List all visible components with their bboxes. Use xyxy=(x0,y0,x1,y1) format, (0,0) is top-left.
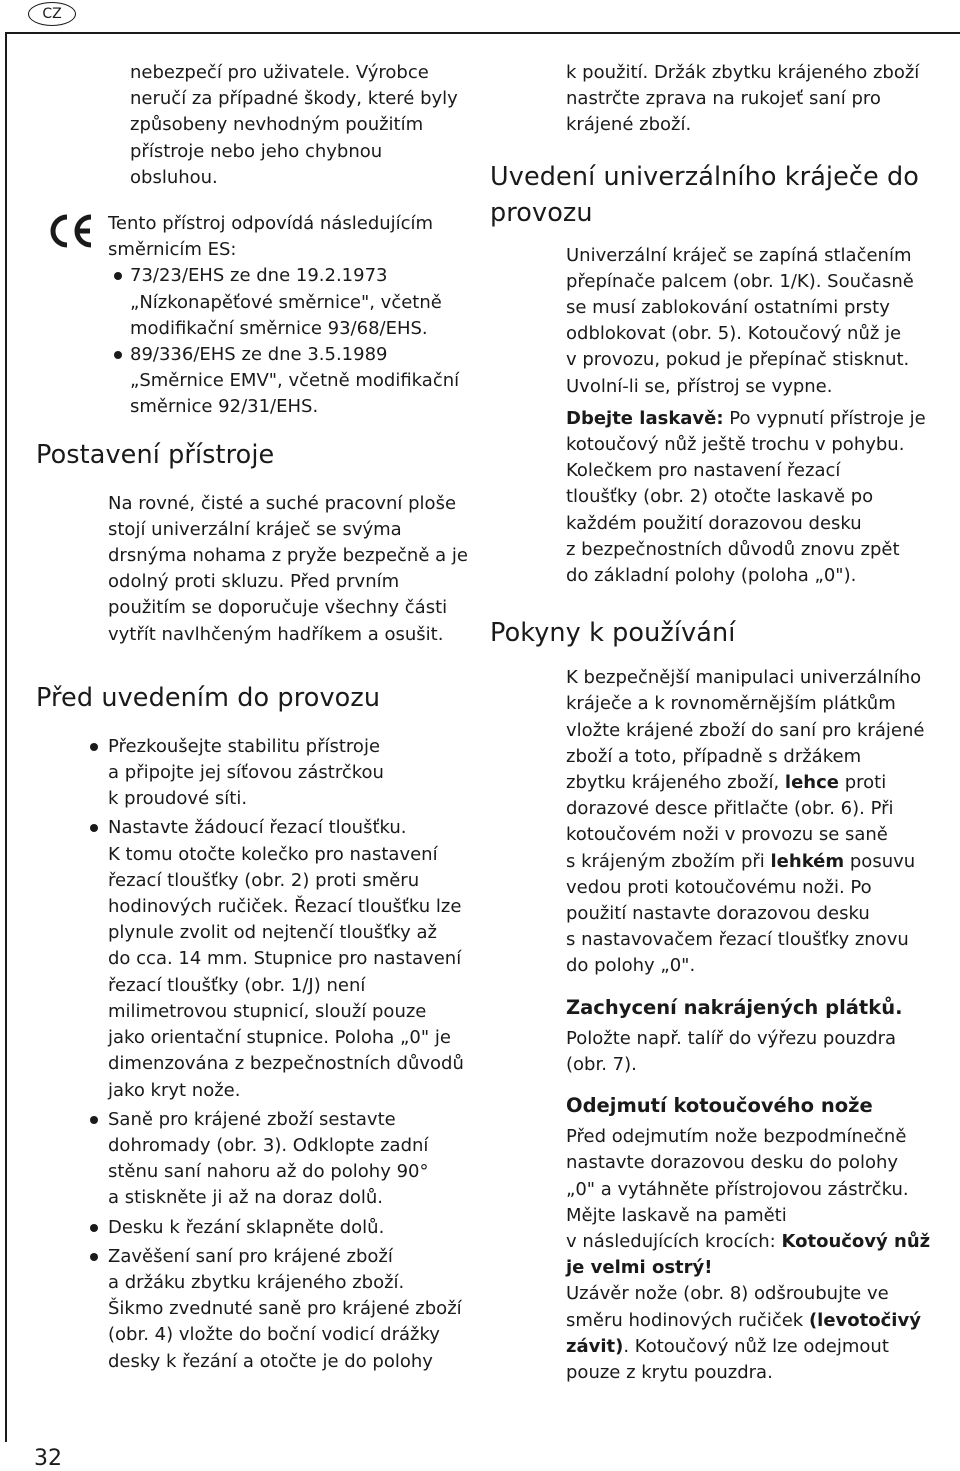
text-line: krájené zboží. xyxy=(566,114,692,136)
text-line: vytřít navlhčeným hadříkem a osušit. xyxy=(108,623,444,645)
text-line: jako orientační stupnice. Poloha „0" je xyxy=(108,1027,451,1049)
list-item xyxy=(36,342,476,421)
text-line: pouze z krytu pouzdra. xyxy=(566,1361,773,1383)
text-line: Položte např. talíř do výřezu pouzdra xyxy=(566,1027,897,1049)
text-line xyxy=(566,1229,945,1255)
text-line: vložte krájené zboží do saní pro krájené xyxy=(566,719,925,741)
text-line: „0" a vytáhněte přístrojovou zástrčku. xyxy=(566,1178,909,1200)
text-line: nastavte dorazovou desku do polohy xyxy=(566,1152,899,1174)
text-line: (obr. 7). xyxy=(566,1053,637,1075)
text-line: přepínače palcem (obr. 1/K). Současně xyxy=(566,270,914,292)
text-line: se musí zablokování ostatními prsty xyxy=(566,297,890,319)
text-line: „Směrnice EMV", včetně modifikační xyxy=(130,370,460,392)
text-line: k použití. Držák zbytku krájeného zboží xyxy=(566,62,920,83)
text-line: jako kryt nože. xyxy=(108,1079,241,1101)
text-line: Nastavte žádoucí řezací tloušťku. xyxy=(108,817,407,839)
text-line: kráječe a k rovnoměrnějším plátkům xyxy=(566,693,896,715)
text-line: Univerzální kráječ se zapíná stlačením xyxy=(566,244,912,266)
text-line: obsluhou. xyxy=(130,166,218,188)
text-span: v následujících krocích: xyxy=(566,1230,782,1252)
text-line: desky k řezání a otočte je do polohy xyxy=(108,1350,433,1372)
section-heading: Pokyny k používání xyxy=(490,618,736,649)
text-line xyxy=(566,1255,945,1281)
note-label: Dbejte laskavě: xyxy=(566,407,724,429)
text-line: směrnicím ES: xyxy=(108,239,237,261)
text-span: proti xyxy=(839,772,887,794)
text-line: řezací tloušťky (obr. 2) proti směru xyxy=(108,869,420,891)
text-line xyxy=(566,1308,945,1334)
text-line: Šikmo zvednuté saně pro krájené zboží xyxy=(108,1298,462,1320)
text-line: použitím se doporučuje všechny části xyxy=(108,597,448,619)
subsection xyxy=(566,994,945,1078)
text-line: přístroje nebo jeho chybnou xyxy=(130,140,383,162)
intro-paragraph xyxy=(566,60,945,139)
ce-conformity xyxy=(36,211,476,263)
text-line: 89/336/EHS ze dne 3.5.1989 xyxy=(130,344,388,366)
text-line: k proudové síti. xyxy=(108,788,248,810)
text-line: drsnýma nohama z pryže bezpečně a je xyxy=(108,545,468,567)
text-line: vedou proti kotoučovému noži. Po xyxy=(566,876,872,898)
section-body xyxy=(108,491,476,648)
text-line: použití nastavte dorazovou desku xyxy=(566,903,870,925)
safety-note xyxy=(566,406,945,589)
subsection-heading: Zachycení nakrájených plátků. xyxy=(566,995,903,1019)
emphasis: je velmi ostrý! xyxy=(566,1257,713,1279)
text-line: do cca. 14 mm. Stupnice pro nastavení xyxy=(108,948,462,970)
text-line: hodinových ručiček. Řezací tloušťku lze xyxy=(108,896,462,918)
section-body xyxy=(566,665,945,979)
heading-line: provozu xyxy=(490,197,593,228)
section-body xyxy=(566,243,945,400)
text-line: Uvolní-li se, přístroj se vypne. xyxy=(566,375,833,397)
text-line: K bezpečnější manipulaci univerzálního xyxy=(566,667,922,689)
page-number: 32 xyxy=(34,1446,62,1471)
list-item xyxy=(36,1244,476,1375)
text-line: milimetrovou stupnicí, slouží pouze xyxy=(108,1000,427,1022)
list-item xyxy=(36,263,476,342)
text-line: plynule zvolit od nejtenčí tloušťky až xyxy=(108,922,437,944)
step-list xyxy=(36,734,476,1375)
emphasis: (levotočivý xyxy=(808,1309,921,1331)
list-item xyxy=(36,1215,476,1241)
text-span: zbytku krájeného zboží, xyxy=(566,772,785,794)
directive-list xyxy=(36,263,476,420)
text-line: s nastavovačem řezací tloušťky znovu xyxy=(566,929,909,951)
section-heading: Postavení přístroje xyxy=(36,439,275,470)
subsection xyxy=(566,1092,945,1386)
section-heading: Před uvedením do provozu xyxy=(36,682,381,713)
text-line: a držáku zbytku krájeného zboží. xyxy=(108,1271,405,1293)
text-line: 73/23/EHS ze dne 19.2.1973 xyxy=(130,265,388,287)
text-line: každém použití dorazovou desku xyxy=(566,512,862,534)
header-rule xyxy=(5,32,960,34)
text-line: z bezpečnostních důvodů znovu zpět xyxy=(566,538,900,560)
emphasis: lehce xyxy=(784,772,839,794)
text-line: „Nízkonapěťové směrnice", včetně xyxy=(130,291,442,313)
emphasis: Kotoučový nůž xyxy=(781,1230,931,1252)
text-line: do polohy „0". xyxy=(566,955,696,977)
text-line: Před odejmutím nože bezpodmínečně xyxy=(566,1126,907,1148)
text-line: zboží a toto, případně s držákem xyxy=(566,745,862,767)
text-span: posuvu xyxy=(844,850,916,872)
text-line xyxy=(566,849,945,875)
text-line: Kolečkem pro nastavení řezací xyxy=(566,460,841,482)
text-line: do základní polohy (poloha „0"). xyxy=(566,565,857,587)
text-line: Uzávěr nože (obr. 8) odšroubujte ve xyxy=(566,1283,889,1305)
text-line: a připojte jej síťovou zástrčkou xyxy=(108,762,384,784)
text-line: tloušťky (obr. 2) otočte laskavě po xyxy=(566,486,874,508)
list-item xyxy=(36,1107,476,1212)
text-line: stojí univerzální kráječ se svýma xyxy=(108,518,402,540)
text-line: Zavěšení saní pro krájené zboží xyxy=(108,1245,393,1267)
text-line: Saně pro krájené zboží sestavte xyxy=(108,1108,396,1130)
text-line: kotoučovém noži v provozu se saně xyxy=(566,824,888,846)
text-line: v provozu, pokud je přepínač stisknut. xyxy=(566,349,910,371)
text-line xyxy=(566,770,945,796)
text-line: Desku k řezání sklapněte dolů. xyxy=(108,1216,385,1238)
text-line: (obr. 4) vložte do boční vodicí drážky xyxy=(108,1324,440,1346)
text-line xyxy=(566,406,945,432)
margin-rule xyxy=(5,32,7,1442)
heading-line: Uvedení univerzálního kráječe do xyxy=(490,161,920,192)
text-line: a stiskněte ji až na doraz dolů. xyxy=(108,1187,384,1209)
text-line: Tento přístroj odpovídá následujícím xyxy=(108,213,434,235)
text-line xyxy=(566,1334,945,1360)
text-span: směru hodinových ručiček xyxy=(566,1309,809,1331)
text-line: nebezpečí pro uživatele. Výrobce xyxy=(130,62,429,83)
text-line: řezací tloušťky (obr. 1/J) není xyxy=(108,974,366,996)
text-line: dorazové desce přitlačte (obr. 6). Při xyxy=(566,798,894,820)
text-line: způsobeny nevhodným použitím xyxy=(130,114,424,136)
text-line: stěnu saní nahoru až do polohy 90° xyxy=(108,1161,429,1183)
subsection-heading: Odejmutí kotoučového nože xyxy=(566,1094,873,1118)
text-span: . Kotoučový nůž lze odejmout xyxy=(623,1335,889,1357)
note-text: Po vypnutí přístroje je xyxy=(723,407,926,429)
text-line: Přezkoušejte stabilitu přístroje xyxy=(108,735,381,757)
country-badge: CZ xyxy=(28,2,76,26)
emphasis: závit) xyxy=(566,1335,624,1357)
text-line: Na rovné, čisté a suché pracovní ploše xyxy=(108,492,457,514)
text-line: modifikační směrnice 93/68/EHS. xyxy=(130,317,428,339)
emphasis: lehkém xyxy=(770,850,845,872)
text-line: odolný proti skluzu. Před prvním xyxy=(108,571,400,593)
text-line: kotoučový nůž ještě trochu v pohybu. xyxy=(566,434,905,456)
text-line: Mějte laskavě na paměti xyxy=(566,1204,787,1226)
text-line: dimenzována z bezpečnostních důvodů xyxy=(108,1053,464,1075)
section-heading xyxy=(490,159,945,231)
text-line: směrnice 92/31/EHS. xyxy=(130,396,319,418)
text-line: K tomu otočte kolečko pro nastavení xyxy=(108,843,438,865)
intro-paragraph xyxy=(130,60,476,191)
list-item xyxy=(36,815,476,1103)
text-line: dohromady (obr. 3). Odklopte zadní xyxy=(108,1134,429,1156)
text-line: odblokovat (obr. 5). Kotoučový nůž je xyxy=(566,323,902,345)
left-column xyxy=(36,60,476,1378)
ce-mark-icon xyxy=(48,211,94,251)
text-line: neručí za případné škody, které byly xyxy=(130,88,458,110)
text-span: s krájeným zbožím při xyxy=(566,850,771,872)
right-column xyxy=(490,60,945,1386)
text-line: nastrčte zprava na rukojeť saní pro xyxy=(566,88,881,110)
list-item xyxy=(36,734,476,813)
